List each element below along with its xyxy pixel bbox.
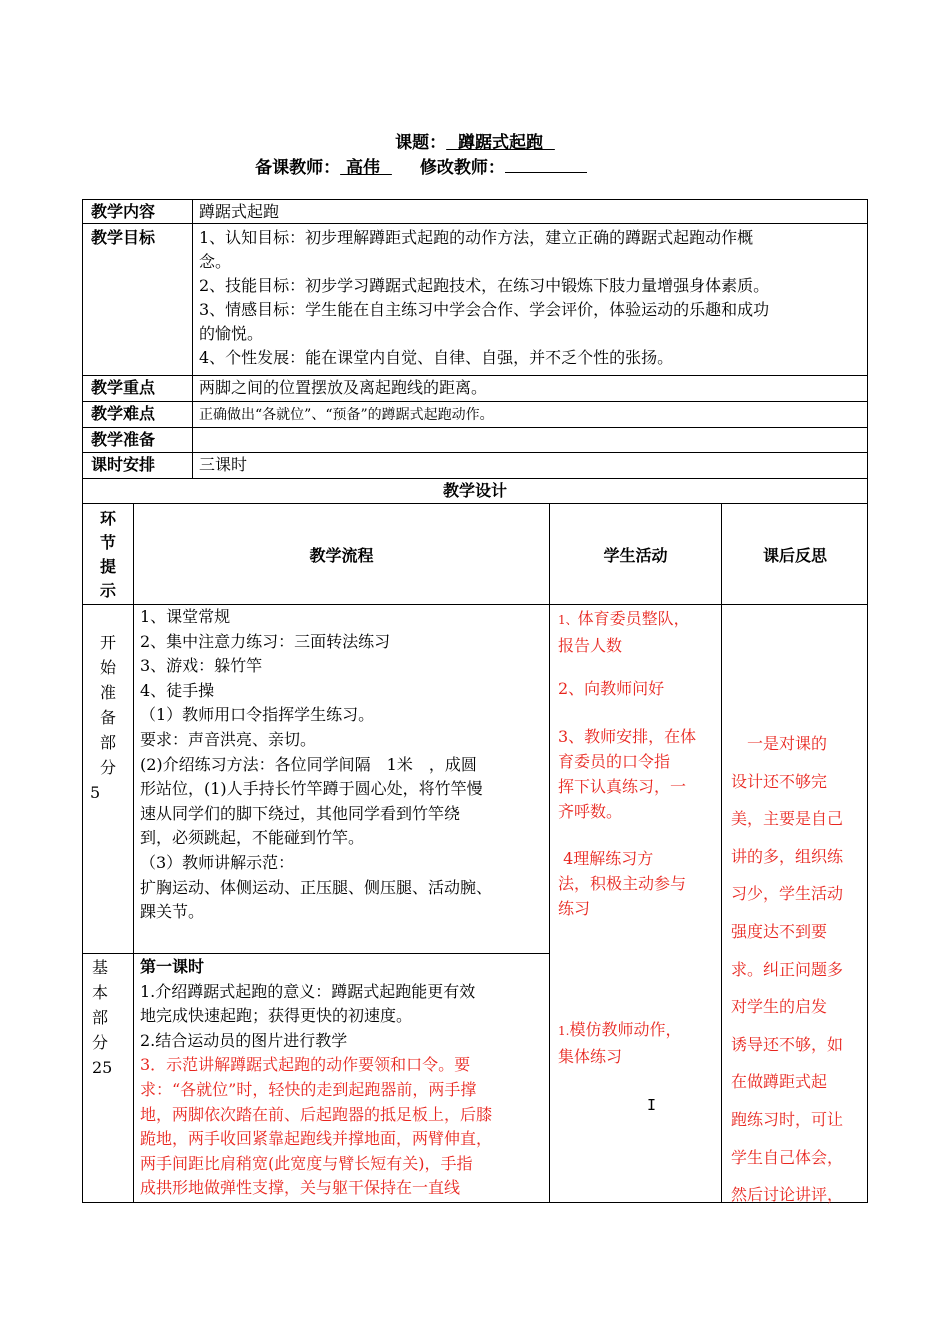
flow-line: 踝关节。 [140,902,205,922]
section-basic: 基 本 部 分 25 [92,958,113,1077]
lesson-one-title: 第一课时 [140,957,205,976]
header-reflect: 课后反思 [762,546,827,565]
flow-line: 形站位，(1)人手持长竹竿蹲于圆心处，将竹竿慢 [140,779,483,799]
value-difficulty: 正确做出“各就位”、“预备”的蹲踞式起跑动作。 [199,407,494,423]
flow-line-red: 跪地，两手收回紧靠起跑线并撑地面，两臂伸直， [140,1129,493,1149]
student-activity-1: 1、体育委员整队， 报告人数 [558,609,690,655]
flow-line-red: 3．示范讲解蹲踞式起跑的动作要领和口令。要 [140,1055,471,1075]
label-difficulty: 教学难点 [91,404,156,423]
flow-start [140,605,546,925]
revise-blank [505,157,587,173]
student-activity-3: 3、教师安排，在体 育委员的口令指 挥下认真练习，一 齐呼数。 [558,727,697,821]
flow-line: 地完成快速起跑；获得更快的初速度。 [140,1006,413,1026]
header-flow: 教学流程 [309,546,374,565]
label-content: 教学内容 [91,202,156,221]
lesson-topic [0,128,950,153]
flow-line-red: 成拱形地做弹性支撑，关与躯干保持在一直线 [140,1178,461,1198]
flow-line: 4、徒手操 [140,680,215,700]
flow-line: 速从同学们的脚下绕过，其他同学看到竹竿绕 [140,803,461,823]
topic-label: 课题： [395,133,447,153]
flow-line: 2.结合运动员的图片进行教学 [140,1030,348,1050]
topic-value: 蹲踞式起跑 [446,133,555,153]
student-activity-5: 1.模仿教师动作， 集体练习 [558,1020,682,1066]
objective-line: 1、认知目标：初步理解蹲距式起跑的动作方法，建立正确的蹲踞式起跑动作概 [199,228,754,247]
value-key-point: 两脚之间的位置摆放及离起跑线的距离。 [199,378,488,397]
objective-line: 的愉悦。 [199,324,264,343]
flow-line: 3、游戏：躲竹竿 [140,656,263,676]
reflection-text: 一是对课的 设计还不够完 美，主要是自己 讲的多，组织练 习少，学生活动 强度达不到要 求。纠正问题多 对学生的启发 诱导还不够，如 在做蹲距式起 跑练习时，可让 学生自己体会， 然后讨论讲评， [731,734,844,1205]
header-section: 环 节 提 示 [99,509,116,600]
teacher-line [0,153,896,178]
objective-line: 3、情感目标：学生能在自主练习中学会合作、学会评价，体验运动的乐趣和成功 [199,300,770,319]
objective-line: 念。 [199,252,232,271]
flow-basic [140,955,546,1201]
flow-line: 2、集中注意力练习：三面转法练习 [140,631,391,651]
label-schedule: 课时安排 [91,455,156,474]
flow-line: 1、课堂常规 [140,607,231,626]
objective-line: 2、技能目标：初步学习蹲踞式起跑技术，在练习中锻炼下肢力量增强身体素质。 [199,276,770,295]
flow-line: （3）教师讲解示范： [140,852,295,872]
value-content: 蹲踞式起跑 [199,202,280,221]
flow-line: 1.介绍蹲踞式起跑的意义：蹲踞式起跑能更有效 [140,981,476,1001]
label-preparation: 教学准备 [91,430,156,449]
objective-line: 4、个性发展：能在课堂内自觉、自律、自强，并不乏个性的张扬。 [199,348,674,367]
label-objectives: 教学目标 [91,228,156,247]
flow-line-red: 地，两脚依次踏在前、后起跑器的抵足板上，后膝 [140,1104,493,1124]
value-objectives [199,226,867,370]
header-student: 学生活动 [603,546,668,565]
flow-line: 到，必须跳起，不能碰到竹竿。 [140,828,365,848]
value-schedule: 三课时 [199,455,248,474]
flow-line: (2)介绍练习方法：各位同学间隔 1米 ，成圆 [140,754,477,774]
flow-line: 扩胸运动、体侧运动、正压腿、侧压腿、活动腕、 [140,877,493,897]
label-key-point: 教学重点 [91,378,156,397]
design-title: 教学设计 [442,481,507,500]
flow-line-red: 求：“各就位”时，轻快的走到起跑器前，两手撑 [140,1079,477,1099]
flow-line: （1）教师用口令指挥学生练习。 [140,705,375,725]
text-cursor-icon: I [647,1096,657,1114]
flow-line-red: 两手间距比肩稍宽(此宽度与臂长短有关)，手指 [140,1153,473,1173]
teacher-value: 高伟 [340,158,392,178]
section-start: 开 始 准 备 部 分 5 [90,633,116,802]
student-activity-2: 2、向教师问好 [558,679,665,698]
flow-line: 要求：声音洪亮、亲切。 [140,729,317,749]
revise-label: 修改教师： [419,158,505,178]
student-activity-4: 4理解练习方 法，积极主动参与 练习 [558,849,687,918]
teacher-label: 备课教师： [255,158,341,178]
